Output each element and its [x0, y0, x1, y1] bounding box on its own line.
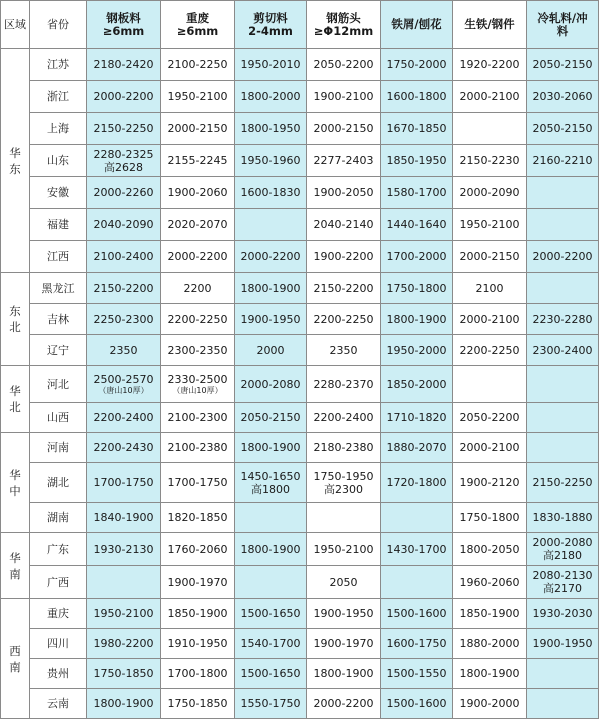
province-cell: 浙江 [30, 81, 87, 113]
price-cell: 1950-2000 [381, 335, 453, 366]
price-cell: 2150-2200 [307, 273, 381, 304]
price-cell: 2277-2403 [307, 145, 381, 177]
table-row [1, 335, 599, 366]
header-cold-rolled: 冷轧料/冲 料 [527, 1, 599, 49]
price-cell [527, 273, 599, 304]
price-cell: 2000-2080 高2180 [527, 533, 599, 566]
price-cell: 1750-1800 [453, 503, 527, 533]
price-cell: 1500-1650 [235, 659, 307, 689]
price-cell: 1850-2000 [381, 366, 453, 403]
header-province: 省份 [30, 1, 87, 49]
region-cell: 华 北 [1, 366, 30, 433]
price-cell: 2180-2380 [307, 433, 381, 463]
price-cell [235, 566, 307, 599]
price-cell: 1900-2060 [161, 177, 235, 209]
price-cell: 1430-1700 [381, 533, 453, 566]
header-heavy-scrap: 重废 ≥6mm [161, 1, 235, 49]
price-cell: 1750-2000 [381, 49, 453, 81]
price-cell: 2150-2200 [87, 273, 161, 304]
price-cell: 2300-2400 [527, 335, 599, 366]
price-cell: 1600-1750 [381, 629, 453, 659]
price-cell: 1500-1600 [381, 599, 453, 629]
header-iron-chips: 铁屑/刨花 [381, 1, 453, 49]
price-cell: 1920-2200 [453, 49, 527, 81]
table-body [1, 49, 599, 719]
province-cell: 湖北 [30, 463, 87, 503]
price-cell: 1760-2060 [161, 533, 235, 566]
region-cell: 华 东 [1, 49, 30, 273]
table-row [1, 113, 599, 145]
price-cell: 1750-1850 [87, 659, 161, 689]
price-cell: 2000-2200 [87, 81, 161, 113]
price-cell: 1800-1900 [235, 533, 307, 566]
region-cell: 华 中 [1, 433, 30, 533]
table-row [1, 433, 599, 463]
price-cell: 1960-2060 [453, 566, 527, 599]
province-cell: 重庆 [30, 599, 87, 629]
province-cell: 广西 [30, 566, 87, 599]
price-cell: 1600-1830 [235, 177, 307, 209]
province-cell: 四川 [30, 629, 87, 659]
price-cell: 2100-2250 [161, 49, 235, 81]
price-cell: 1900-1970 [161, 566, 235, 599]
price-cell: 1800-2050 [453, 533, 527, 566]
price-cell: 2300-2350 [161, 335, 235, 366]
price-cell: 1950-2100 [87, 599, 161, 629]
price-cell [527, 177, 599, 209]
price-cell [453, 366, 527, 403]
price-cell: 2100-2380 [161, 433, 235, 463]
province-cell: 辽宁 [30, 335, 87, 366]
price-cell: 2500-2570 （唐山10厚） [87, 366, 161, 403]
table-row [1, 403, 599, 433]
header-region: 区域 [1, 1, 30, 49]
price-cell: 1800-1900 [235, 273, 307, 304]
price-cell: 2050-2150 [527, 49, 599, 81]
table-row [1, 366, 599, 403]
price-cell: 1930-2130 [87, 533, 161, 566]
price-cell: 1700-1750 [161, 463, 235, 503]
price-cell: 1800-1900 [453, 659, 527, 689]
price-cell: 1500-1650 [235, 599, 307, 629]
table-row [1, 463, 599, 503]
price-cell: 2000-2100 [453, 304, 527, 335]
price-cell [235, 209, 307, 241]
table-row [1, 659, 599, 689]
table-row [1, 81, 599, 113]
table-row [1, 689, 599, 719]
price-cell [527, 209, 599, 241]
table-row [1, 533, 599, 566]
price-cell: 2250-2300 [87, 304, 161, 335]
table-row [1, 629, 599, 659]
price-cell: 1440-1640 [381, 209, 453, 241]
price-cell: 2020-2070 [161, 209, 235, 241]
price-cell: 1800-1950 [235, 113, 307, 145]
price-cell: 1700-2000 [381, 241, 453, 273]
price-cell: 2200 [161, 273, 235, 304]
price-cell: 1500-1600 [381, 689, 453, 719]
province-cell: 山西 [30, 403, 87, 433]
price-cell: 2000-2090 [453, 177, 527, 209]
province-cell: 云南 [30, 689, 87, 719]
price-cell: 1450-1650 高1800 [235, 463, 307, 503]
price-cell: 2080-2130 高2170 [527, 566, 599, 599]
price-cell: 1750-1850 [161, 689, 235, 719]
region-cell: 华 南 [1, 533, 30, 599]
price-cell: 2200-2250 [453, 335, 527, 366]
price-cell: 2200-2430 [87, 433, 161, 463]
price-cell: 1880-2000 [453, 629, 527, 659]
price-cell: 1900-2100 [307, 81, 381, 113]
header-pig-iron: 生铁/钢件 [453, 1, 527, 49]
price-cell: 2040-2090 [87, 209, 161, 241]
price-cell: 1710-1820 [381, 403, 453, 433]
province-cell: 江苏 [30, 49, 87, 81]
header-row [1, 1, 599, 49]
price-cell: 1800-2000 [235, 81, 307, 113]
price-cell: 2230-2280 [527, 304, 599, 335]
price-cell: 1800-1900 [235, 433, 307, 463]
price-cell: 2200-2250 [307, 304, 381, 335]
price-cell: 2000-2150 [307, 113, 381, 145]
price-cell: 1540-1700 [235, 629, 307, 659]
price-cell: 2000-2080 [235, 366, 307, 403]
price-cell: 2000-2260 [87, 177, 161, 209]
price-cell: 1820-1850 [161, 503, 235, 533]
price-cell: 2050-2150 [235, 403, 307, 433]
table-row [1, 599, 599, 629]
table-row [1, 145, 599, 177]
price-cell: 1900-2120 [453, 463, 527, 503]
price-cell [381, 503, 453, 533]
price-cell: 2000-2100 [453, 81, 527, 113]
table-row [1, 209, 599, 241]
province-cell: 广东 [30, 533, 87, 566]
province-cell: 上海 [30, 113, 87, 145]
table-row [1, 503, 599, 533]
table-row [1, 241, 599, 273]
region-cell: 东 北 [1, 273, 30, 366]
price-cell: 2150-2250 [87, 113, 161, 145]
province-cell: 黑龙江 [30, 273, 87, 304]
price-cell: 2350 [87, 335, 161, 366]
price-cell: 2000 [235, 335, 307, 366]
price-cell: 1600-1800 [381, 81, 453, 113]
price-cell: 1900-2200 [307, 241, 381, 273]
price-cell: 1700-1800 [161, 659, 235, 689]
table-row [1, 177, 599, 209]
price-cell: 1900-2000 [453, 689, 527, 719]
price-cell: 1900-1950 [235, 304, 307, 335]
price-cell: 1800-1900 [381, 304, 453, 335]
price-cell: 2100-2400 [87, 241, 161, 273]
price-cell: 1950-2100 [307, 533, 381, 566]
price-cell: 2040-2140 [307, 209, 381, 241]
price-cell: 1580-1700 [381, 177, 453, 209]
price-cell: 2200-2250 [161, 304, 235, 335]
price-cell: 1950-2100 [453, 209, 527, 241]
price-cell: 1930-2030 [527, 599, 599, 629]
price-cell [527, 403, 599, 433]
province-cell: 江西 [30, 241, 87, 273]
price-cell: 1900-1950 [527, 629, 599, 659]
price-cell: 2030-2060 [527, 81, 599, 113]
price-cell: 1720-1800 [381, 463, 453, 503]
price-cell [453, 113, 527, 145]
price-cell: 1880-2070 [381, 433, 453, 463]
price-cell: 1850-1900 [453, 599, 527, 629]
price-cell: 1900-2050 [307, 177, 381, 209]
price-cell: 1700-1750 [87, 463, 161, 503]
price-cell: 2050-2200 [453, 403, 527, 433]
price-cell: 2280-2325 高2628 [87, 145, 161, 177]
price-cell: 2050-2150 [527, 113, 599, 145]
table-row [1, 49, 599, 81]
price-cell: 1950-1960 [235, 145, 307, 177]
price-cell: 1500-1550 [381, 659, 453, 689]
province-cell: 山东 [30, 145, 87, 177]
province-cell: 吉林 [30, 304, 87, 335]
price-cell [527, 659, 599, 689]
province-cell: 河北 [30, 366, 87, 403]
price-cell: 1670-1850 [381, 113, 453, 145]
price-cell: 2100-2300 [161, 403, 235, 433]
price-cell [235, 503, 307, 533]
price-cell: 2000-2150 [453, 241, 527, 273]
province-cell: 福建 [30, 209, 87, 241]
province-cell: 湖南 [30, 503, 87, 533]
price-cell [527, 433, 599, 463]
price-cell: 2200-2400 [87, 403, 161, 433]
price-cell [381, 566, 453, 599]
price-cell: 1800-1900 [307, 659, 381, 689]
price-cell: 2000-2100 [453, 433, 527, 463]
price-cell [87, 566, 161, 599]
price-cell: 2180-2420 [87, 49, 161, 81]
price-cell: 2330-2500 （唐山10厚） [161, 366, 235, 403]
price-cell: 1850-1950 [381, 145, 453, 177]
price-cell: 2150-2250 [527, 463, 599, 503]
price-cell: 2280-2370 [307, 366, 381, 403]
price-cell: 1830-1880 [527, 503, 599, 533]
price-cell: 2160-2210 [527, 145, 599, 177]
province-cell: 安徽 [30, 177, 87, 209]
price-cell: 2000-2200 [527, 241, 599, 273]
price-cell [527, 366, 599, 403]
price-cell: 2200-2400 [307, 403, 381, 433]
price-cell: 1550-1750 [235, 689, 307, 719]
price-cell: 2050 [307, 566, 381, 599]
province-cell: 贵州 [30, 659, 87, 689]
price-cell: 2000-2200 [161, 241, 235, 273]
price-cell: 1750-1800 [381, 273, 453, 304]
price-cell: 2100 [453, 273, 527, 304]
price-cell: 1950-2010 [235, 49, 307, 81]
price-cell: 2000-2200 [307, 689, 381, 719]
price-cell: 2350 [307, 335, 381, 366]
table-row [1, 273, 599, 304]
table-row [1, 566, 599, 599]
region-cell: 西 南 [1, 599, 30, 719]
table-row [1, 304, 599, 335]
province-cell: 河南 [30, 433, 87, 463]
price-cell: 1840-1900 [87, 503, 161, 533]
price-cell: 1910-1950 [161, 629, 235, 659]
price-cell [307, 503, 381, 533]
price-cell: 2000-2200 [235, 241, 307, 273]
price-cell: 1980-2200 [87, 629, 161, 659]
price-cell: 1900-1950 [307, 599, 381, 629]
price-cell: 1900-1970 [307, 629, 381, 659]
price-cell [527, 689, 599, 719]
header-steel-plate: 钢板料 ≥6mm [87, 1, 161, 49]
price-cell: 2150-2230 [453, 145, 527, 177]
price-cell: 2155-2245 [161, 145, 235, 177]
price-cell: 1950-2100 [161, 81, 235, 113]
header-rebar-ends: 钢筋头 ≥Φ12mm [307, 1, 381, 49]
price-cell: 1750-1950 高2300 [307, 463, 381, 503]
price-cell: 2000-2150 [161, 113, 235, 145]
header-shearing: 剪切料 2-4mm [235, 1, 307, 49]
price-cell: 2050-2200 [307, 49, 381, 81]
price-cell: 1850-1900 [161, 599, 235, 629]
price-cell: 1800-1900 [87, 689, 161, 719]
